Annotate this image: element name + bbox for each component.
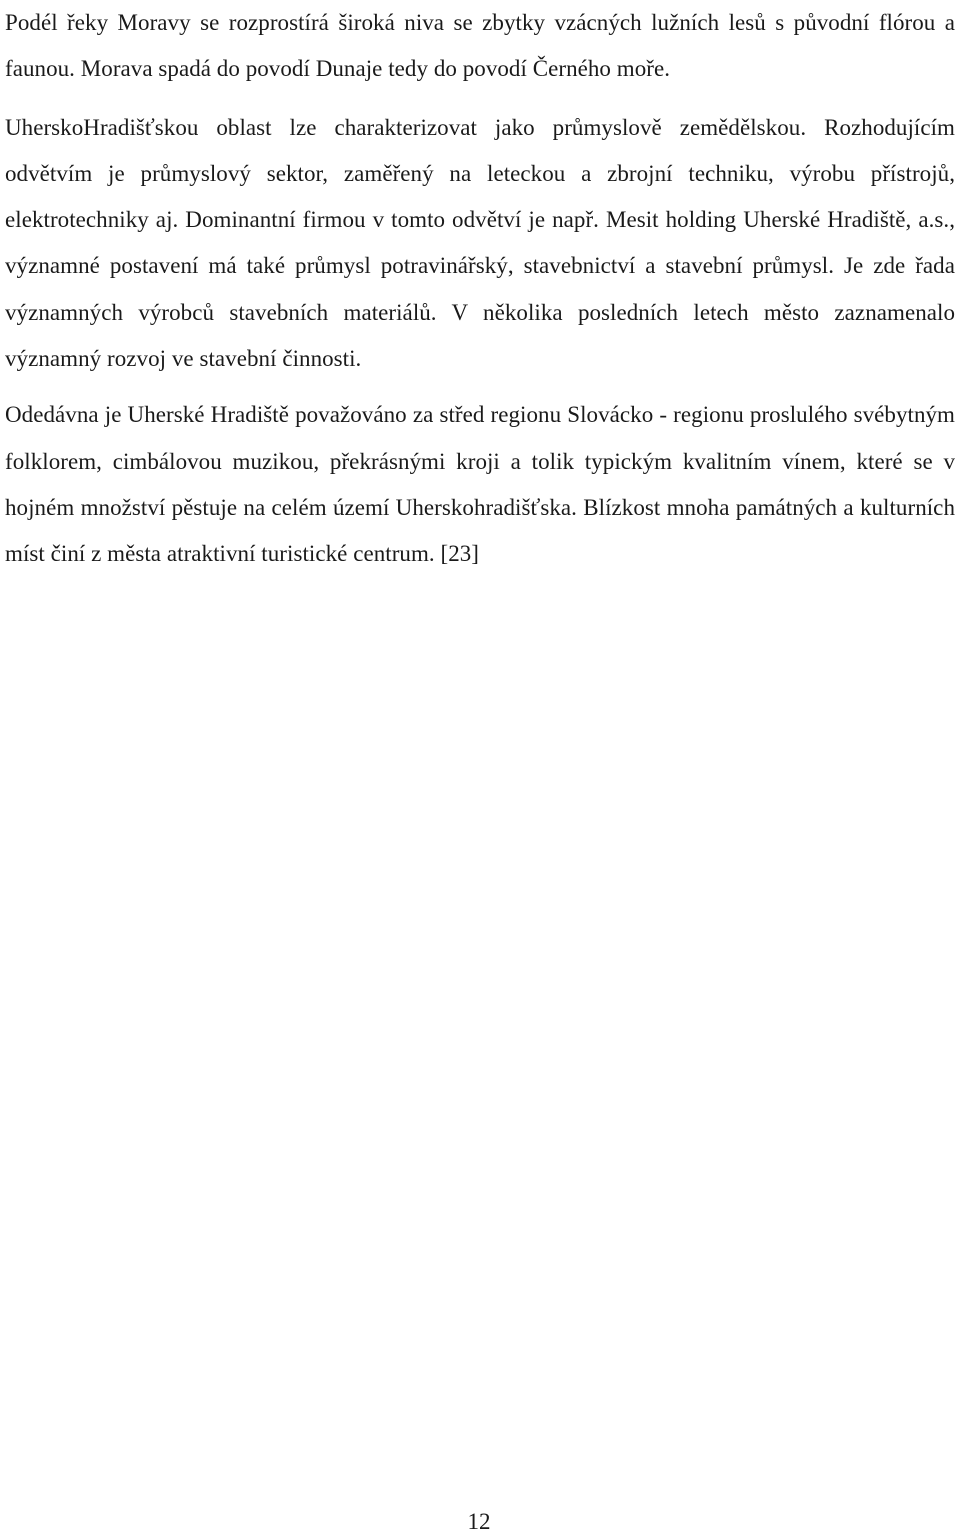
paragraph-industry: UherskoHradišťskou oblast lze charakterizovat jako průmyslově zemědělskou. Rozhodujícím odvětvím je průmyslový sektor, zaměřený na leteckou a zbrojní techniku, výrobu přístrojů, elektrotechniky aj. Dominantní firmou v tomto odvětví je např. Mesit holding Uherské Hradiště, a.s., významné postavení má také průmysl potravinářský, stavebnictví a stavební průmysl. Je zde řada významných výrobců stavebních materiálů. V několika posledních letech město zaznamenalo významný rozvoj ve stavební činnosti. <box>5 114 955 372</box>
paragraph-slovacko-region: Odedávna je Uherské Hradiště považováno za střed regionu Slovácko - regionu proslulého svébytným folklorem, cimbálovou muzikou, překrásnými kroji a tolik typickým kvalitním vínem, které se v hojném množství pěstuje na celém území Uherskohradišťska. Blízkost mnoha památných a kulturních míst činí z města atraktivní turistické centrum. [23] <box>5 402 955 567</box>
paragraph-morava-floodplain: Podél řeky Moravy se rozprostírá široká niva se zbytky vzácných lužních lesů s původní flórou a faunou. Morava spadá do povodí Dunaje tedy do povodí Černého moře. <box>5 10 955 82</box>
document-body <box>5 0 955 578</box>
page-number: 12 <box>467 1509 491 1534</box>
